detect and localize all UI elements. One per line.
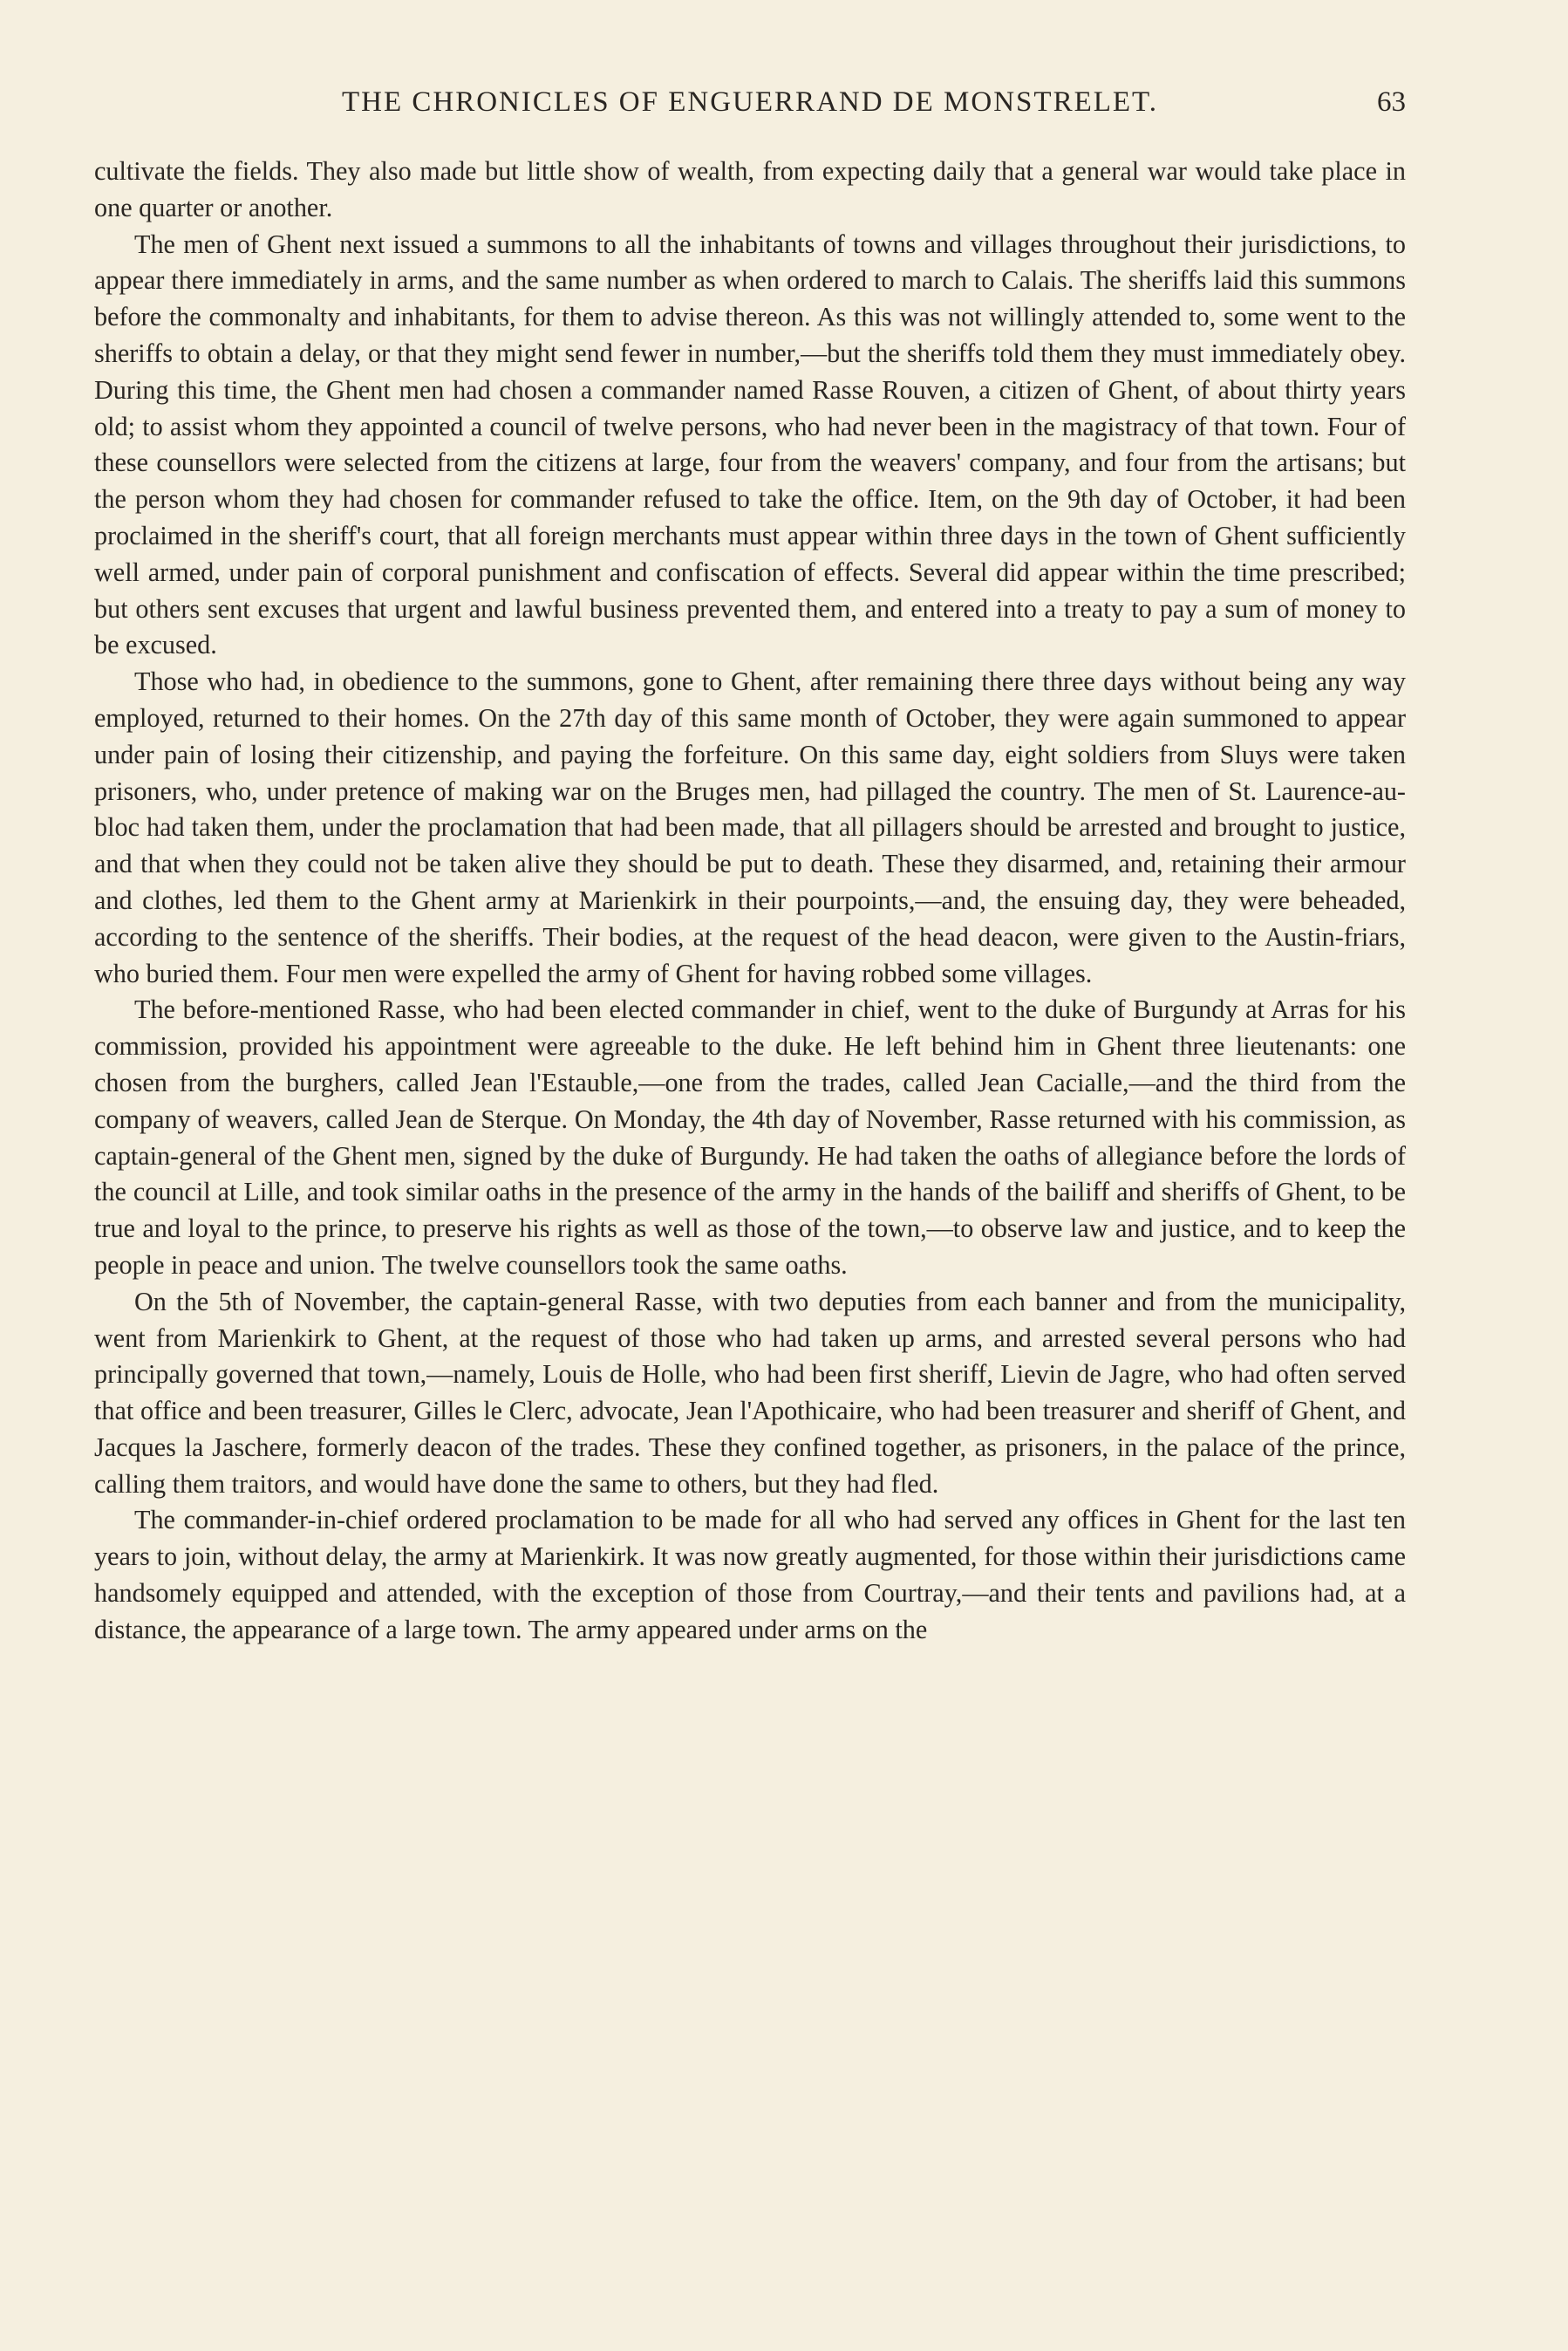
paragraph-continued: cultivate the fields. They also made but little show of wealth, from expecting daily that a general war would take place in one quarter or another. (94, 156, 1406, 222)
running-title: THE CHRONICLES OF ENGUERRAND DE MONSTRELET. (341, 86, 1159, 118)
paragraph: The before-mentioned Rasse, who had been elected commander in chief, went to the duke of Burgundy at Arras for his commission, provided his appointment were agreeable to the duke. He left behind him in Ghent three lieutenants: one chosen from the burghers, called Jean l'Estauble,—one from the trades, called Jean Cacialle,—and the third from the company of weavers, called Jean de Sterque. On Monday, the 4th day of November, Rasse returned with his commission, as captain-general of the Ghent men, signed by the duke of Burgundy. He had taken the oaths of allegiance before the lords of the council at Lille, and took similar oaths in the presence of the army in the hands of the bailiff and sheriffs of Ghent, to be true and loyal to the prince, to preserve his rights as well as those of the town,—to observe law and justice, and to keep the people in peace and union. The twelve counsellors took the same oaths. (94, 994, 1406, 1280)
paragraph: The commander-in-chief ordered proclamation to be made for all who had served any offices in Ghent for the last ten years to join, without delay, the army at Marienkirk. It was now greatly augmented, for those within their jurisdictions came handsomely equipped and attended, with the exception of those from Courtray,—and their tents and pavilions had, at a distance, the appearance of a large town. The army appeared under arms on the (94, 1505, 1406, 1644)
page-number: 63 (1377, 86, 1406, 118)
book-page (94, 80, 1406, 1649)
running-header (94, 80, 1406, 124)
body-text (94, 154, 1406, 1649)
paragraph: On the 5th of November, the captain-general Rasse, with two deputies from each banner and from the municipality, went from Marienkirk to Ghent, at the request of those who had taken up arms, and arrested several persons who had principally governed that town,—namely, Louis de Holle, who had been first sheriff, Lievin de Jagre, who had often served that office and been treasurer, Gilles le Clerc, advocate, Jean l'Apothicaire, who had been treasurer and sheriff of Ghent, and Jacques la Jaschere, formerly deacon of the trades. These they confined together, as prisoners, in the palace of the prince, calling them traitors, and would have done the same to others, but they had fled. (94, 1286, 1406, 1499)
paragraph: The men of Ghent next issued a summons to all the inhabitants of towns and villages throughout their jurisdictions, to appear there immediately in arms, and the same number as when ordered to march to Calais. The sheriffs laid this summons before the commonalty and inhabitants, for them to advise thereon. As this was not willingly attended to, some went to the sheriffs to obtain a delay, or that they might send fewer in number,—but the sheriffs told them they must immediately obey. During this time, the Ghent men had chosen a commander named Rasse Rouven, a citizen of Ghent, of about thirty years old; to assist whom they appointed a council of twelve persons, who had never been in the magistracy of that town. Four of these counsellors were selected from the citizens at large, four from the weavers' company, and four from the artisans; but the person whom they had chosen for commander refused to take the office. Item, on the 9th day of October, it had been proclaimed in the sheriff's court, that all foreign merchants must appear within three days in the town of Ghent sufficiently well armed, under pain of corporal punishment and confiscation of effects. Several did appear within the time prescribed; but others sent excuses that urgent and lawful business prevented them, and entered into a treaty to pay a sum of money to be excused. (94, 229, 1406, 660)
paragraph: Those who had, in obedience to the summons, gone to Ghent, after remaining there three days without being any way employed, returned to their homes. On the 27th day of this same month of October, they were again summoned to appear under pain of losing their citizenship, and paying the forfeiture. On this same day, eight soldiers from Sluys were taken prisoners, who, under pretence of making war on the Bruges men, had pillaged the country. The men of St. Laurence-au-bloc had taken them, under the proclamation that had been made, that all pillagers should be arrested and brought to justice, and that when they could not be taken alive they should be put to death. These they disarmed, and, retaining their armour and clothes, led them to the Ghent army at Marienkirk in their pourpoints,—and, the ensuing day, they were beheaded, according to the sentence of the sheriffs. Their bodies, at the request of the head deacon, were given to the Austin-friars, who buried them. Four men were expelled the army of Ghent for having robbed some villages. (94, 666, 1406, 988)
